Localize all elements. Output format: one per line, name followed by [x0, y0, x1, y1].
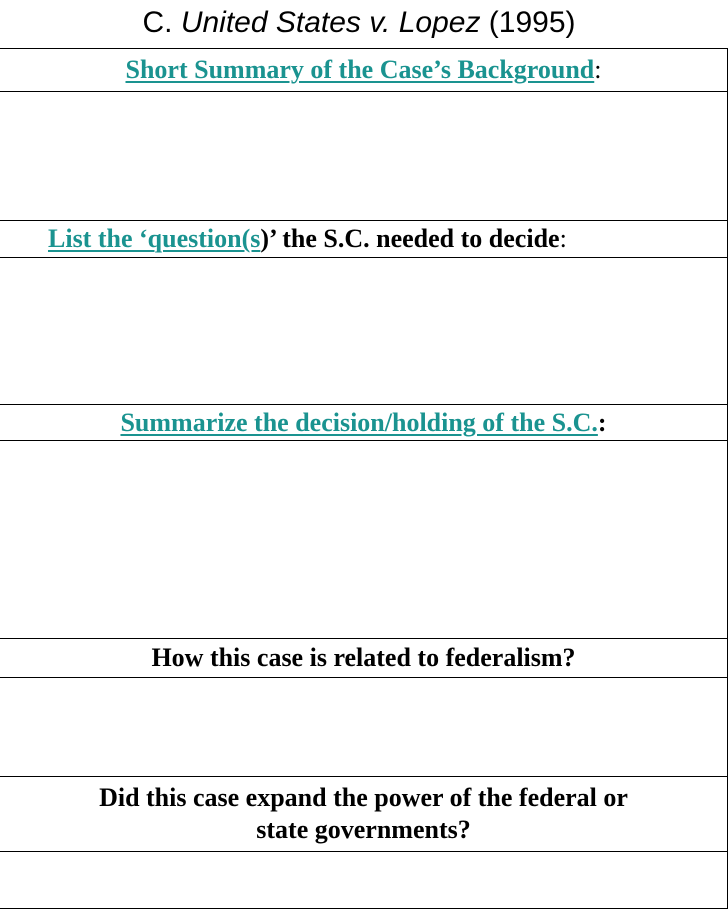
background-colon: :	[594, 55, 602, 84]
holding-prompt-row	[0, 405, 728, 441]
case-year: (1995)	[480, 6, 576, 39]
questions-answer-area[interactable]	[0, 258, 728, 405]
power-label-line2: state governments?	[256, 815, 471, 844]
background-label: Short Summary of the Case’s Background	[125, 55, 595, 84]
questions-prompt-row	[0, 221, 728, 258]
questions-label-black: )’ the S.C. needed to decide	[260, 224, 560, 253]
power-answer-row[interactable]	[0, 852, 728, 909]
holding-label: Summarize the decision/holding of the S.C.	[120, 407, 598, 437]
holding-answer-area[interactable]	[0, 441, 728, 639]
power-prompt-row	[0, 777, 728, 852]
case-name: United States v. Lopez	[180, 6, 481, 39]
federalism-label: How this case is related to federalism?	[151, 643, 576, 672]
questions-colon: :	[559, 224, 567, 253]
holding-answer-row[interactable]	[0, 441, 728, 639]
background-prompt-row	[0, 49, 728, 92]
federalism-answer-row[interactable]	[0, 678, 728, 777]
worksheet-table	[0, 48, 728, 909]
questions-answer-row[interactable]	[0, 258, 728, 405]
federalism-prompt	[0, 639, 728, 678]
questions-prompt	[0, 221, 728, 258]
background-prompt	[0, 49, 728, 92]
power-label-line1: Did this case expand the power of the federal or	[99, 783, 628, 812]
background-answer-area[interactable]	[0, 92, 728, 221]
power-prompt	[0, 777, 728, 852]
questions-label-teal: List the ‘question(s	[48, 224, 261, 253]
power-answer-area[interactable]	[0, 852, 728, 909]
worksheet-title	[0, 0, 728, 48]
holding-prompt	[0, 405, 728, 441]
holding-colon: :	[597, 407, 607, 437]
federalism-prompt-row	[0, 639, 728, 678]
background-answer-row[interactable]	[0, 92, 728, 221]
title-prefix: C.	[142, 6, 181, 39]
federalism-answer-area[interactable]	[0, 678, 728, 777]
